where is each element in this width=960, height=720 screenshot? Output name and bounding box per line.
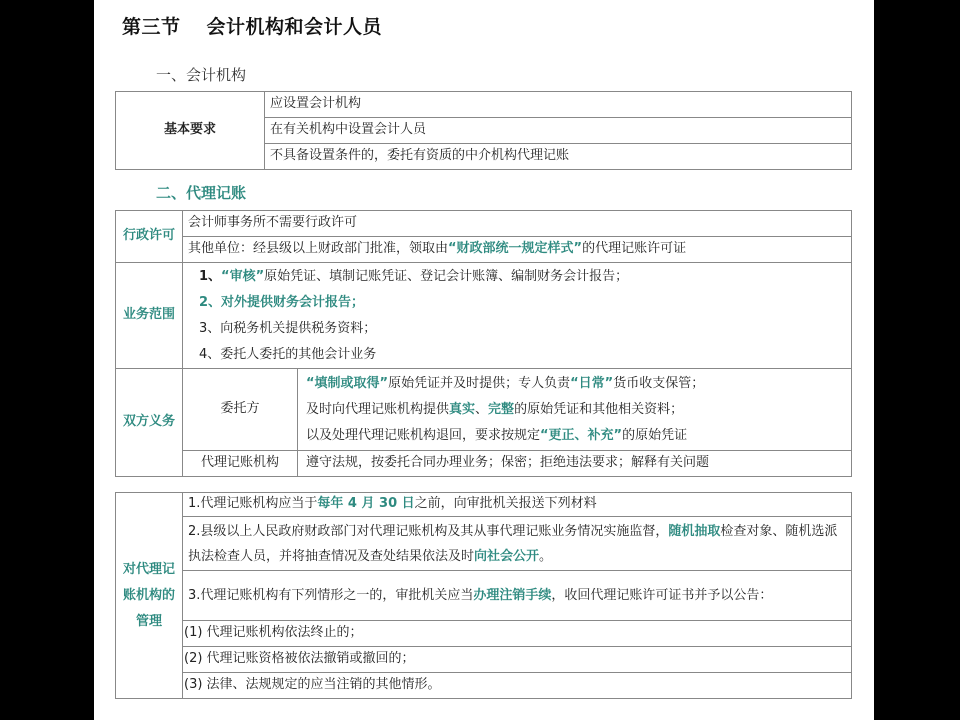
- document-page: [94, 0, 874, 720]
- mutual-obligations-label: 双方义务: [116, 369, 183, 477]
- public-highlight: 向社会公开: [474, 548, 540, 564]
- client-obligations: [298, 369, 852, 451]
- business-scope-list: [183, 263, 852, 369]
- correct-supplement-highlight: “更正、补充”: [540, 427, 623, 443]
- scope-item-3: 3、向税务机关提供税务资料；: [199, 320, 377, 336]
- scope-item-1-highlight: “审核”: [221, 268, 265, 284]
- complete-highlight: 完整: [488, 401, 515, 417]
- fill-or-obtain-highlight: “填制或取得”: [306, 375, 389, 391]
- cancellation-case: (1) 代理记账机构依法终止的；: [183, 621, 852, 647]
- section-name: 会计机构和会计人员: [206, 16, 383, 38]
- cancellation-highlight: 办理注销手续: [473, 587, 552, 603]
- heading-accounting-institution: 一、会计机构: [156, 66, 247, 84]
- admin-license-label: 行政许可: [116, 211, 183, 263]
- scope-item-1-text: 原始凭证、填制记账凭证、登记会计账簿、编制财务会计报告；: [264, 268, 629, 284]
- client-obligation-3-end: 的原始凭证: [622, 427, 688, 443]
- client-obligation-3: [306, 423, 846, 449]
- license-text: 其他单位：经县级以上财政部门批准，领取由: [188, 241, 449, 257]
- true-highlight: 真实: [449, 401, 476, 417]
- cancellation-case: (3) 法律、法规规定的应当注销的其他情形。: [183, 673, 852, 699]
- point-2-text-2: 检查对象、随机选派执法检查人员，并将抽查情况及查处结果依法及时: [188, 523, 838, 564]
- management-label: 对代理记账机构的管理: [116, 493, 183, 699]
- admin-license-row-1: 会计师事务所不需要行政许可: [183, 211, 852, 237]
- admin-license-row-2: [183, 237, 852, 263]
- point-2-text: 2.县级以上人民政府财政部门对代理记账机构及其从事代理记账业务情况实施监督，: [188, 523, 669, 539]
- basic-requirements-label: 基本要求: [116, 92, 265, 170]
- random-select-highlight: 随机抽取: [668, 523, 721, 539]
- client-obligation-1-text: 原始凭证并及时提供；专人负责: [388, 375, 571, 391]
- management-point-1: [183, 493, 852, 517]
- agency-label: 代理记账机构: [183, 451, 298, 477]
- scope-item-1-num: 1、: [199, 268, 222, 284]
- client-obligation-2-text: 及时向代理记账机构提供: [306, 401, 450, 417]
- requirement-item: 不具备设置条件的，委托有资质的中介机构代理记账: [265, 144, 852, 170]
- point-3-end: ，收回代理记账许可证书并予以公告：: [551, 587, 773, 603]
- client-obligation-1: [306, 371, 846, 397]
- deadline-highlight: 每年 4 月 30 日: [317, 496, 415, 512]
- management-point-3: [183, 571, 852, 621]
- client-label: 委托方: [183, 369, 298, 451]
- point-1-text: 1.代理记账机构应当于: [188, 496, 318, 512]
- point-1-end: 之前，向审批机关报送下列材料: [414, 496, 597, 512]
- section-number: 第三节: [122, 16, 181, 38]
- scope-item-4: 4、委托人委托的其他会计业务: [199, 346, 377, 362]
- page-title: [122, 12, 382, 39]
- client-obligation-1-end: 货币收支保管；: [613, 375, 705, 391]
- business-scope-label: 业务范围: [116, 263, 183, 369]
- agency-bookkeeping-table: [115, 210, 852, 477]
- point-2-end: 。: [539, 548, 553, 564]
- scope-item-2: 2、对外提供财务会计报告；: [199, 294, 365, 310]
- basic-requirements-table: [115, 91, 852, 170]
- point-3-text: 3.代理记账机构有下列情形之一的，审批机关应当: [188, 587, 474, 603]
- cancellation-case: (2) 代理记账资格被依法撤销或撤回的；: [183, 647, 852, 673]
- management-point-2: [183, 517, 852, 571]
- heading-agency-bookkeeping: 二、代理记账: [156, 184, 247, 202]
- scope-item-1: [199, 264, 846, 290]
- separator: 、: [475, 401, 489, 417]
- agency-management-table: [115, 492, 852, 699]
- license-style-highlight: “财政部统一规定样式”: [448, 241, 583, 257]
- requirement-item: 应设置会计机构: [265, 92, 852, 118]
- client-obligation-2: [306, 397, 846, 423]
- client-obligation-2-end: 的原始凭证和其他相关资料；: [514, 401, 684, 417]
- agency-obligations: 遵守法规，按委托合同办理业务；保密；拒绝违法要求；解释有关问题: [298, 451, 852, 477]
- client-obligation-3-text: 以及处理代理记账机构退回，要求按规定: [306, 427, 541, 443]
- requirement-item: 在有关机构中设置会计人员: [265, 118, 852, 144]
- license-text-end: 的代理记账许可证: [582, 241, 687, 257]
- daily-highlight: “日常”: [570, 375, 614, 391]
